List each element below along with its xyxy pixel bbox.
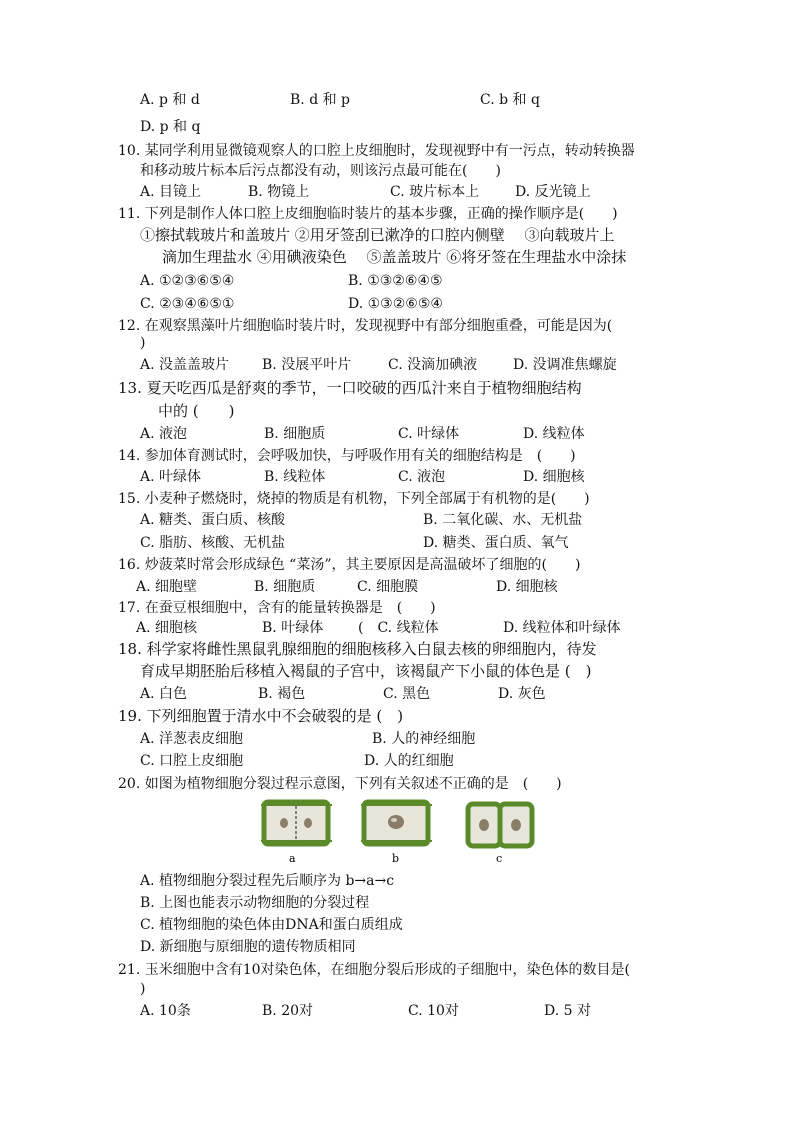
q15-option-d: D. 糖类、蛋白质、氧气	[423, 535, 569, 551]
q12-option-d: D. 没调准焦螺旋	[513, 357, 617, 373]
q12-stem: 12. 在观察黑藻叶片细胞临时装片时，发现视野中有部分细胞重叠，可能是因为(	[118, 318, 613, 334]
q13-option-d: D. 线粒体	[523, 426, 585, 442]
fig-label-a: a	[289, 852, 296, 865]
q11-steps-line1: ①擦拭载玻片和盖玻片 ②用牙签刮已漱净的口腔内侧壁 ③向载玻片上	[140, 226, 615, 244]
q21-option-c: C. 10对	[408, 1003, 459, 1019]
q9-option-b: B. d 和 p	[290, 92, 351, 108]
fig-label-b: b	[392, 852, 400, 865]
q11-stem: 11. 下列是制作人体口腔上皮细胞临时装片的基本步骤，正确的操作顺序是( )	[118, 206, 618, 222]
q18-option-d: D. 灰色	[498, 686, 546, 702]
cell-a-figure	[261, 802, 332, 844]
q15-option-c: C. 脂肪、核酸、无机盐	[140, 535, 286, 551]
q12-option-c: C. 没滴加碘液	[388, 357, 478, 373]
q20-option-c: C. 植物细胞的染色体由DNA和蛋白质组成	[140, 917, 403, 933]
q17-option-c: ( C. 线粒体	[358, 620, 439, 636]
q15-option-a: A. 糖类、蛋白质、核酸	[140, 512, 286, 528]
q15-stem: 15. 小麦种子燃烧时，烧掉的物质是有机物，下列全部属于有机物的是( )	[118, 491, 590, 507]
q19-option-b: B. 人的神经细胞	[372, 731, 476, 747]
cell-division-figure	[260, 796, 540, 868]
q14-option-d: D. 细胞核	[523, 469, 585, 485]
q20-option-a: A. 植物细胞分裂过程先后顺序为 b→a→c	[140, 873, 395, 889]
q10-option-b: B. 物镜上	[248, 184, 310, 200]
q18-stem-cont: 育成早期胚胎后移植入褐鼠的子宫中，该褐鼠产下小鼠的体色是 ( )	[140, 662, 592, 680]
q10-option-d: D. 反光镜上	[515, 184, 591, 200]
q19-stem: 19. 下列细胞置于清水中不会破裂的是 ( )	[118, 707, 404, 725]
q16-option-b: B. 细胞质	[254, 579, 316, 595]
q11-option-a: A. ①②③⑥⑤④	[140, 273, 235, 289]
q9-option-d: D. p 和 q	[140, 119, 201, 135]
q17-option-d: D. 线粒体和叶绿体	[503, 620, 621, 636]
q18-option-b: B. 褐色	[258, 686, 306, 702]
q19-option-c: C. 口腔上皮细胞	[140, 753, 244, 769]
q16-option-c: C. 细胞膜	[357, 579, 419, 595]
q18-option-a: A. 白色	[140, 686, 188, 702]
q10-stem: 10. 某同学利用显微镜观察人的口腔上皮细胞时，发现视野中有一污点，转动转换器	[118, 143, 635, 159]
q17-option-a: A. 细胞核	[136, 620, 198, 636]
q13-option-c: C. 叶绿体	[398, 426, 460, 442]
q21-stem-cont: )	[140, 981, 146, 997]
q19-option-d: D. 人的红细胞	[364, 753, 454, 769]
q19-option-a: A. 洋葱表皮细胞	[140, 731, 244, 747]
q17-stem: 17. 在蚕豆根细胞中，含有的能量转换器是 ( )	[118, 600, 436, 616]
q10-stem-cont: 和移动玻片标本后污点都没有动，则该污点最可能在( )	[140, 163, 501, 179]
q14-stem: 14. 参加体育测试时，会呼吸加快，与呼吸作用有关的细胞结构是 ( )	[118, 448, 576, 464]
q11-option-b: B. ①③②⑥④⑤	[348, 273, 443, 289]
q12-stem-cont: )	[140, 335, 146, 351]
q10-option-c: C. 玻片标本上	[390, 184, 480, 200]
q9-option-a: A. p 和 d	[140, 92, 200, 108]
q21-stem: 21. 玉米细胞中含有10对染色体，在细胞分裂后形成的子细胞中，染色体的数目是(	[118, 962, 630, 978]
q20-option-b: B. 上图也能表示动物细胞的分裂过程	[140, 895, 370, 911]
q13-option-a: A. 液泡	[140, 426, 188, 442]
q18-stem: 18. 科学家将雌性黑鼠乳腺细胞的细胞核移入白鼠去核的卵细胞内，待发	[118, 640, 597, 658]
q11-steps-line2: 滴加生理盐水 ④用碘液染色 ⑤盖盖玻片 ⑥将牙签在生理盐水中涂抹	[162, 248, 627, 266]
q10-option-a: A. 目镜上	[140, 184, 202, 200]
q21-option-b: B. 20对	[262, 1003, 314, 1019]
q12-option-b: B. 没展平叶片	[262, 357, 352, 373]
q9-option-c: C. b 和 q	[480, 92, 540, 108]
cell-c-figure	[468, 804, 532, 846]
q20-option-d: D. 新细胞与原细胞的遗传物质相同	[140, 939, 356, 955]
q20-stem: 20. 如图为植物细胞分裂过程示意图，下列有关叙述不正确的是 ( )	[118, 776, 562, 792]
fig-label-c: c	[496, 852, 503, 865]
q12-option-a: A. 没盖盖玻片	[140, 357, 230, 373]
q16-option-d: D. 细胞核	[496, 579, 558, 595]
q21-option-a: A. 10条	[140, 1003, 191, 1019]
q16-option-a: A. 细胞壁	[136, 579, 198, 595]
q13-stem-cont: 中的 ( )	[158, 402, 235, 420]
q14-option-a: A. 叶绿体	[140, 469, 202, 485]
q11-option-c: C. ②③④⑥⑤①	[140, 296, 235, 312]
q13-option-b: B. 细胞质	[264, 426, 326, 442]
cell-b-figure	[361, 802, 432, 844]
q21-option-d: D. 5 对	[544, 1003, 591, 1019]
q13-stem: 13. 夏天吃西瓜是舒爽的季节，一口咬破的西瓜汁来自于植物细胞结构	[118, 379, 582, 397]
q17-option-b: B. 叶绿体	[262, 620, 324, 636]
q14-option-b: B. 线粒体	[264, 469, 326, 485]
q18-option-c: C. 黑色	[383, 686, 431, 702]
q14-option-c: C. 液泡	[398, 469, 446, 485]
q15-option-b: B. 二氧化碳、水、无机盐	[423, 512, 583, 528]
q11-option-d: D. ①③②⑥⑤④	[348, 296, 443, 312]
q16-stem: 16. 炒菠菜时常会形成绿色 “菜汤”，其主要原因是高温破坏了细胞的( )	[118, 557, 581, 573]
